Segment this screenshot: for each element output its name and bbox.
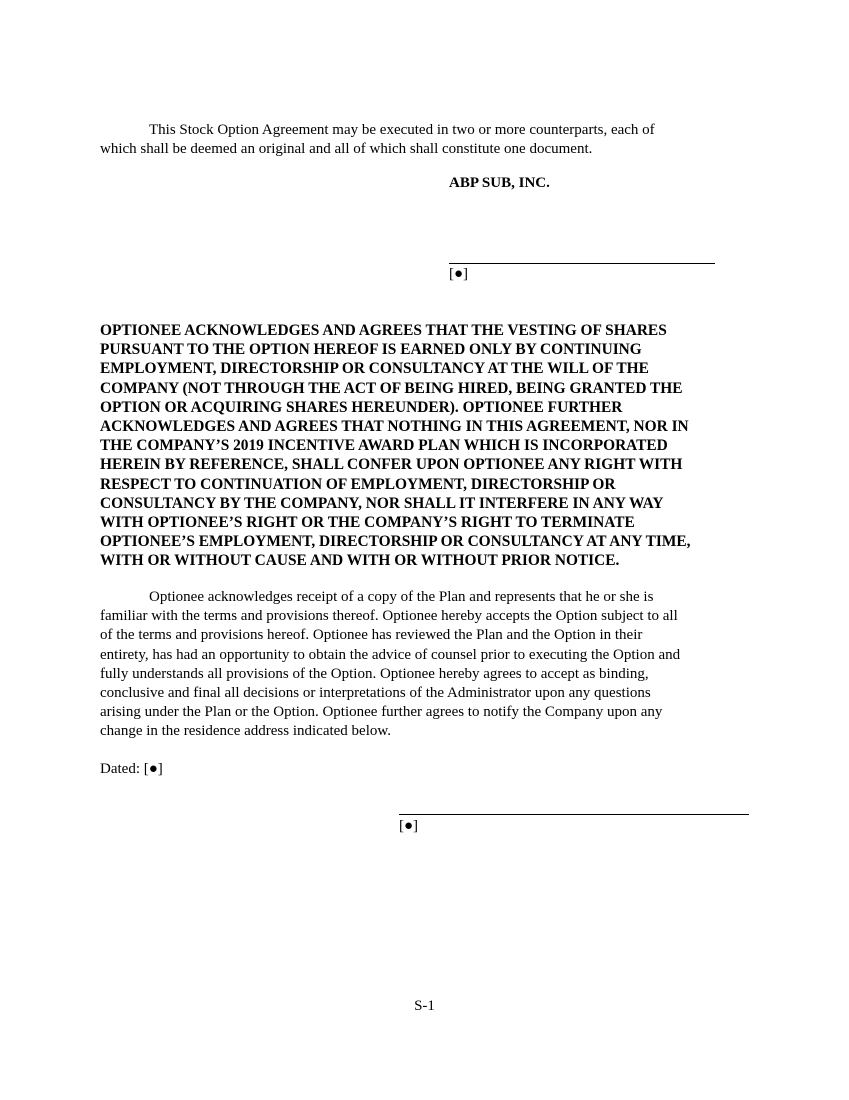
company-signature-line <box>449 263 715 264</box>
acknowledgement-line: CONSULTANCY BY THE COMPANY, NOR SHALL IT INTERFERE IN ANY WAY <box>100 494 664 512</box>
acknowledgement-line: WITH OR WITHOUT CAUSE AND WITH OR WITHOUT PRIOR NOTICE. <box>100 552 620 570</box>
acknowledgement-line: OPTION OR ACQUIRING SHARES HEREUNDER). OPTIONEE FURTHER <box>100 398 623 416</box>
page-number: S-1 <box>414 998 435 1014</box>
plan-acknowledgement-paragraph <box>100 588 760 742</box>
company-signer-placeholder: [●] <box>449 266 469 282</box>
optionee-signature-line <box>399 814 749 815</box>
counterparts-paragraph <box>100 121 760 159</box>
acknowledgement-line: RESPECT TO CONTINUATION OF EMPLOYMENT, DIRECTORSHIP OR <box>100 475 616 493</box>
acknowledgement-line: ACKNOWLEDGES AND AGREES THAT NOTHING IN THIS AGREEMENT, NOR IN <box>100 418 689 436</box>
acknowledgement-line: THE COMPANY’S 2019 INCENTIVE AWARD PLAN WHICH IS INCORPORATED <box>100 437 668 455</box>
company-name: ABP SUB, INC. <box>449 175 550 191</box>
acknowledgement-line: OPTIONEE’S EMPLOYMENT, DIRECTORSHIP OR CONSULTANCY AT ANY TIME, <box>100 533 691 551</box>
plan-paragraph-line: change in the residence address indicated below. <box>100 723 391 740</box>
counterparts-line: This Stock Option Agreement may be executed in two or more counterparts, each of <box>149 122 655 138</box>
acknowledgement-line: WITH OPTIONEE’S RIGHT OR THE COMPANY’S RIGHT TO TERMINATE <box>100 514 635 532</box>
plan-paragraph-line: of the terms and provisions hereof. Optionee has reviewed the Plan and the Option in their <box>100 627 643 644</box>
counterparts-line: which shall be deemed an original and all of which shall constitute one document. <box>100 141 593 157</box>
acknowledgement-paragraph <box>100 321 760 571</box>
plan-paragraph-line: familiar with the terms and provisions thereof. Optionee hereby accepts the Option subject to all <box>100 608 678 625</box>
plan-paragraph-line: entirety, has had an opportunity to obtain the advice of counsel prior to executing the Option and <box>100 646 681 663</box>
acknowledgement-line: PURSUANT TO THE OPTION HEREOF IS EARNED ONLY BY CONTINUING <box>100 341 642 359</box>
acknowledgement-line: COMPANY (NOT THROUGH THE ACT OF BEING HIRED, BEING GRANTED THE <box>100 379 683 397</box>
plan-paragraph-line: conclusive and final all decisions or interpretations of the Administrator upon any questions <box>100 685 651 702</box>
plan-paragraph-line: fully understands all provisions of the Option. Optionee hereby agrees to accept as binding, <box>100 665 649 682</box>
acknowledgement-line: HEREIN BY REFERENCE, SHALL CONFER UPON OPTIONEE ANY RIGHT WITH <box>100 456 683 474</box>
plan-paragraph-line: arising under the Plan or the Option. Optionee further agrees to notify the Company upon any <box>100 704 663 721</box>
plan-paragraph-line: Optionee acknowledges receipt of a copy of the Plan and represents that he or she is <box>149 589 654 605</box>
acknowledgement-line: EMPLOYMENT, DIRECTORSHIP OR CONSULTANCY AT THE WILL OF THE <box>100 360 649 378</box>
acknowledgement-line: OPTIONEE ACKNOWLEDGES AND AGREES THAT THE VESTING OF SHARES <box>100 322 667 339</box>
optionee-signer-placeholder: [●] <box>399 818 419 834</box>
dated-label: Dated: [●] <box>100 761 163 777</box>
